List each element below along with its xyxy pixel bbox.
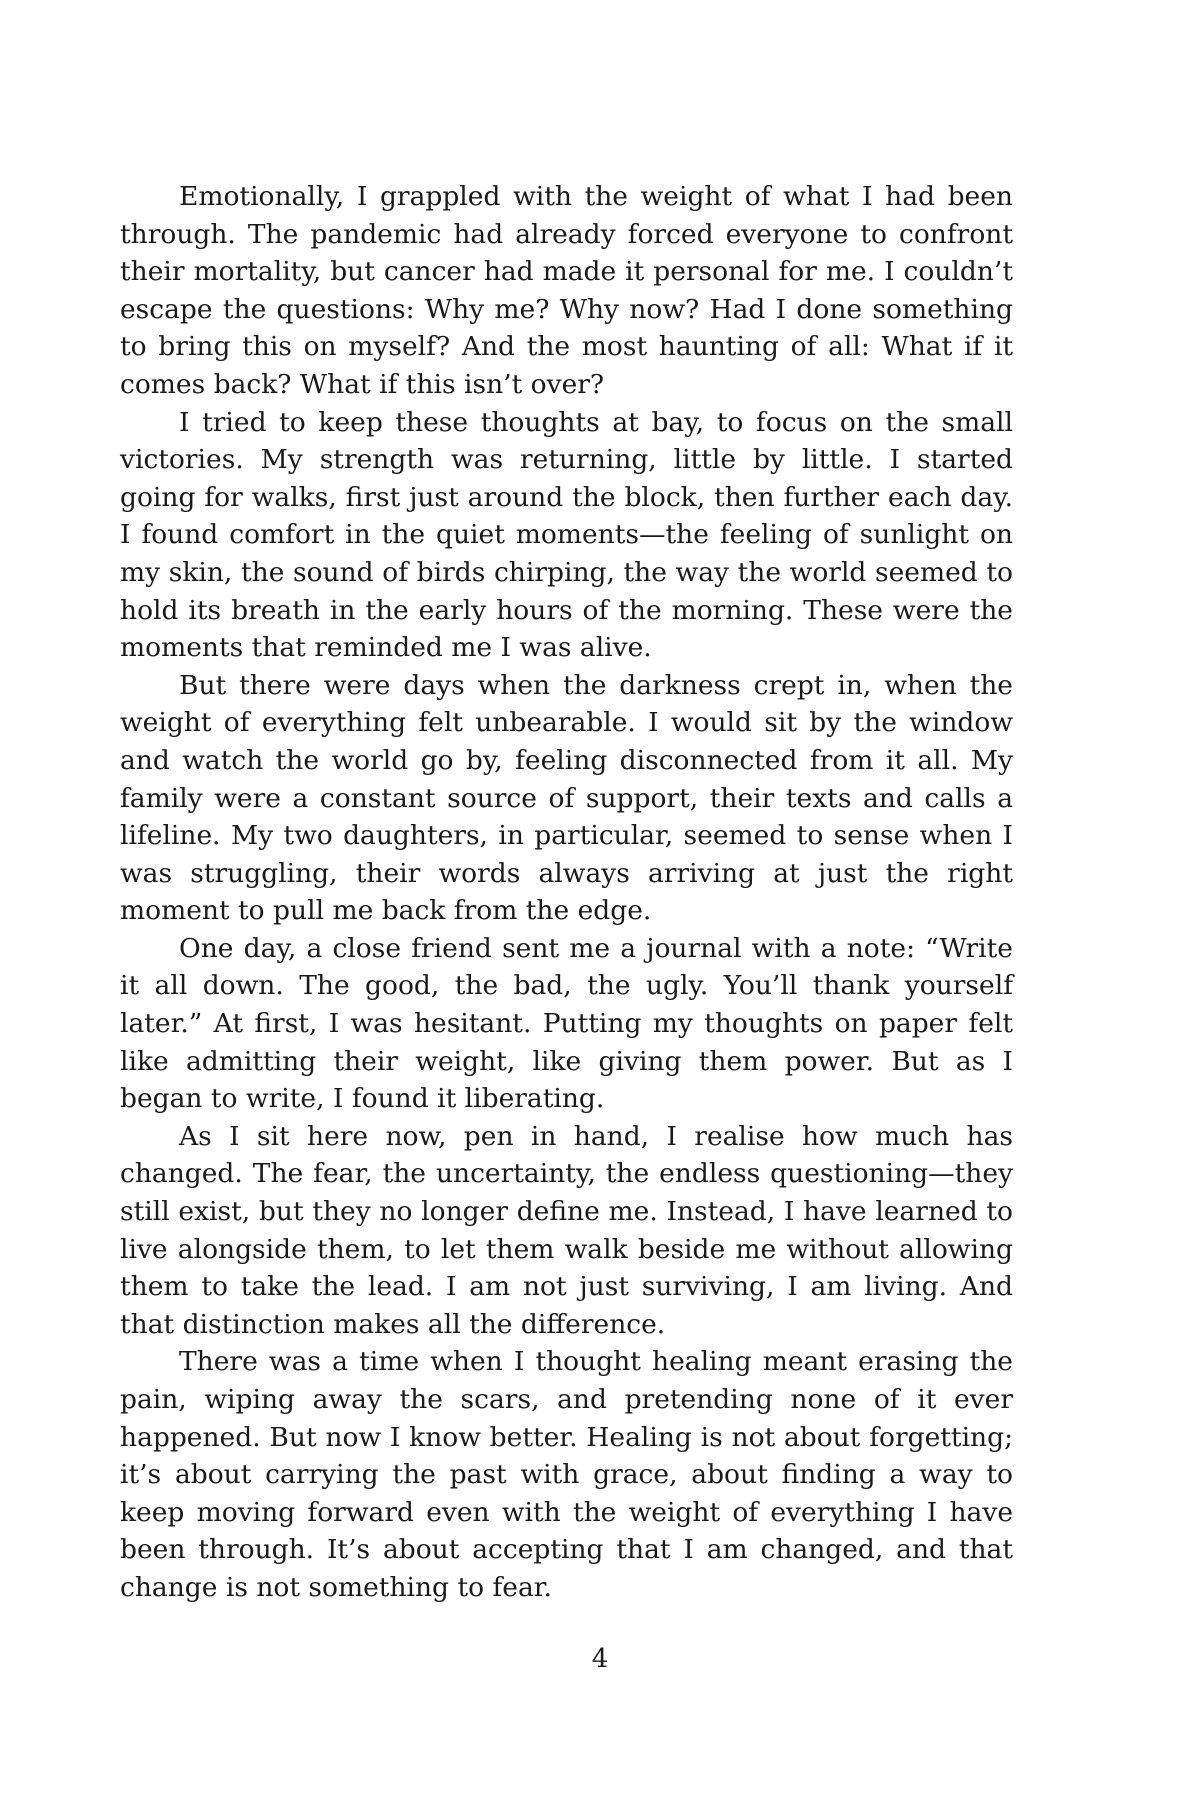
body-text: [120, 178, 1013, 1607]
paragraph-6: There was a time when I thought healing meant erasing the pain, wiping away the scars, and pretending none of it ever happened. But now I know better. Healing is not about forgetting; it’s about carrying the past with grace, about finding a way to keep moving forward even with the weight of everything I have been through. It’s about accepting that I am changed, and that change is not something to fear.: [120, 1346, 1013, 1603]
paragraph-4: One day, a close friend sent me a journal with a note: “Write it all down. The good, the bad, the ugly. You’ll thank yourself later.” At first, I was hesitant. Putting my thoughts on paper felt like admitting their weight, like giving them power. But as I began to write, I found it liberating.: [120, 932, 1013, 1115]
paragraph-1: Emotionally, I grappled with the weight of what I had been through. The pandemic had already forced everyone to confront their mortality, but cancer had made it personal for me. I couldn’t escape the questions: Why me? Why now? Had I done something to bring this on myself? And the most haunting of all: What if it comes back? What if this isn’t over?: [120, 181, 1013, 400]
paragraph-5: As I sit here now, pen in hand, I realise how much has changed. The fear, the uncertainty, the endless questioning—they still exist, but they no longer define me. Instead, I have learned to live alongside them, to let them walk beside me without allowing them to take the lead. I am not just surviving, I am living. And that distinction makes all the difference.: [120, 1120, 1013, 1340]
paragraph-3: But there were days when the darkness crept in, when the weight of everything felt unbearable. I would sit by the window and watch the world go by, feeling disconnected from it all. My family were a constant source of support, their texts and calls a lifeline. My two daughters, in particular, seemed to sense when I was struggling, their words always arriving at just the right moment to pull me back from the edge.: [120, 669, 1013, 927]
page-number: 4: [591, 1644, 609, 1674]
paragraph-2: I tried to keep these thoughts at bay, to focus on the small victories. My strength was returning, little by little. I started going for walks, first just around the block, then further each day. I found comfort in the quiet moments—the feeling of sunlight on my skin, the sound of birds chirping, the way the world seemed to hold its breath in the early hours of the morning. These were the moments that reminded me I was alive.: [120, 406, 1013, 664]
